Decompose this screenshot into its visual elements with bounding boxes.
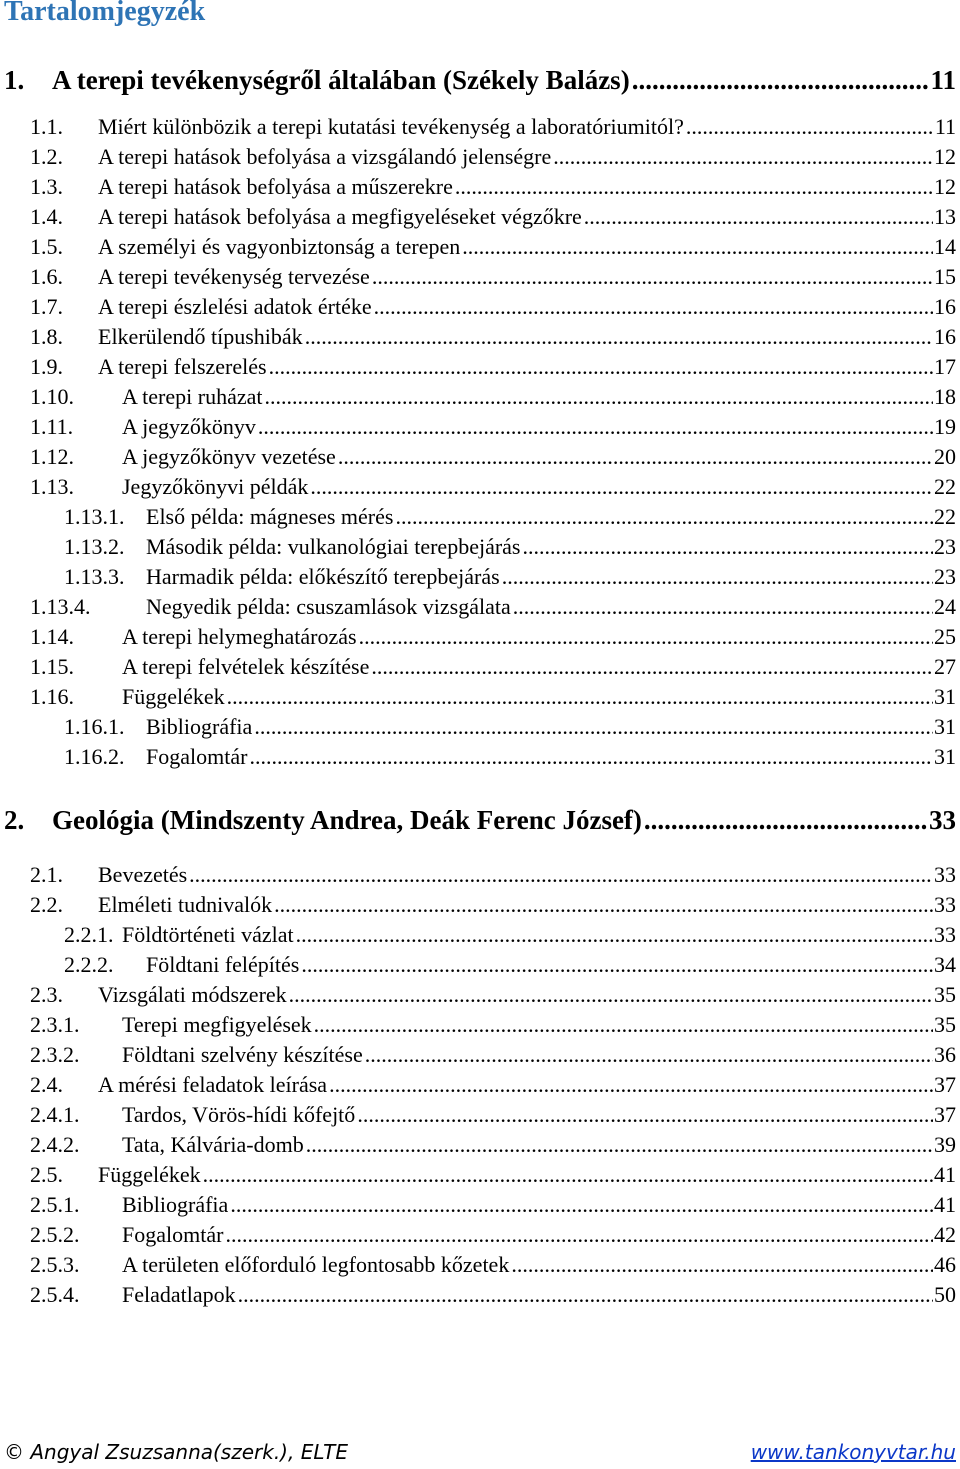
- toc-number: 1.1.: [30, 114, 63, 139]
- toc-entry[interactable]: [0, 740, 956, 770]
- toc-title: A jegyzőkönyv: [122, 414, 256, 439]
- toc-entry[interactable]: [0, 948, 956, 978]
- toc-title: A terepi ruházat: [122, 384, 263, 409]
- toc-number: 2.: [4, 805, 25, 835]
- toc-page-number: 27: [934, 654, 956, 679]
- toc-dot-leader: [301, 952, 933, 978]
- toc-entry[interactable]: [0, 1008, 956, 1038]
- toc-title: Függelékek: [122, 684, 225, 709]
- toc-chapter[interactable]: [0, 800, 956, 836]
- toc-dot-leader: [632, 64, 930, 96]
- toc-entry[interactable]: [0, 978, 956, 1008]
- toc-number: 2.5.2.: [30, 1222, 80, 1247]
- toc-number: 1.15.: [30, 654, 74, 679]
- toc-number: 2.2.: [30, 892, 63, 917]
- toc-entry[interactable]: [0, 1158, 956, 1188]
- toc-number: 1.3.: [30, 174, 63, 199]
- toc-title: Terepi megfigyelések: [122, 1012, 312, 1037]
- toc-entry[interactable]: [0, 888, 956, 918]
- toc-number: 1.13.: [30, 474, 74, 499]
- toc-dot-leader: [305, 324, 933, 350]
- toc-dot-leader: [338, 444, 933, 470]
- toc-number: 1.13.1.: [64, 504, 125, 529]
- toc-dot-leader: [686, 114, 934, 140]
- toc-number: 1.6.: [30, 264, 63, 289]
- toc-number: 2.3.2.: [30, 1042, 80, 1067]
- toc-dot-leader: [329, 1072, 933, 1098]
- toc-page-number: 12: [934, 144, 956, 169]
- toc-title: Fogalomtár: [146, 744, 248, 769]
- toc-title: A terepi helymeghatározás: [122, 624, 357, 649]
- toc-dot-leader: [502, 564, 933, 590]
- toc-page-number: 22: [934, 504, 956, 529]
- toc-page-number: 25: [934, 624, 956, 649]
- toc-page-number: 13: [934, 204, 956, 229]
- toc-number: 2.3.: [30, 982, 63, 1007]
- toc-title: A terepi hatások befolyása a megfigyeléseket végzőkre: [98, 204, 582, 229]
- toc-number: 2.2.2.: [64, 952, 114, 977]
- toc-dot-leader: [274, 892, 933, 918]
- toc-number: 1.4.: [30, 204, 63, 229]
- toc-number: 1.7.: [30, 294, 63, 319]
- toc-number: 1.16.1.: [64, 714, 125, 739]
- toc-page-number: 34: [934, 952, 956, 977]
- toc-number: 1.13.4.: [30, 594, 91, 619]
- toc-number: 2.4.: [30, 1072, 63, 1097]
- toc-title: Geológia (Mindszenty Andrea, Deák Ferenc József): [52, 805, 642, 835]
- toc-entry[interactable]: [0, 260, 956, 290]
- toc-entry[interactable]: [0, 680, 956, 710]
- toc-dot-leader: [314, 1012, 933, 1038]
- toc-dot-leader: [357, 1102, 933, 1128]
- toc-entry[interactable]: [0, 200, 956, 230]
- toc-dot-leader: [289, 982, 933, 1008]
- toc-dot-leader: [238, 1282, 933, 1308]
- toc-title: Miért különbözik a terepi kutatási tevékenység a laboratóriumitól?: [98, 114, 684, 139]
- toc-title: Bibliográfia: [146, 714, 253, 739]
- toc-page-number: 11: [930, 65, 956, 95]
- toc-entry[interactable]: [0, 650, 956, 680]
- toc-title: A terepi felvételek készítése: [122, 654, 370, 679]
- toc-page-number: 46: [934, 1252, 956, 1277]
- toc-page-number: 31: [934, 714, 956, 739]
- toc-entry[interactable]: [0, 1188, 956, 1218]
- toc-entry[interactable]: [0, 110, 956, 140]
- toc-dot-leader: [265, 384, 934, 410]
- toc-dot-leader: [365, 1042, 933, 1068]
- toc-entry[interactable]: [0, 350, 956, 380]
- toc-title: Negyedik példa: csuszamlások vizsgálata: [146, 594, 511, 619]
- toc-number: 2.5.4.: [30, 1282, 80, 1307]
- toc-page-number: 31: [934, 744, 956, 769]
- toc-title: Feladatlapok: [122, 1282, 236, 1307]
- toc-title: Bibliográfia: [122, 1192, 229, 1217]
- toc-number: 1.13.3.: [64, 564, 125, 589]
- toc-page-number: 16: [934, 324, 956, 349]
- toc-number: 1.8.: [30, 324, 63, 349]
- toc-title: A terepi tevékenységről általában (Székely Balázs): [52, 65, 630, 95]
- toc-dot-leader: [374, 294, 933, 320]
- toc-page-number: 35: [934, 1012, 956, 1037]
- toc-number: 2.4.2.: [30, 1132, 80, 1157]
- toc-page-number: 31: [934, 684, 956, 709]
- footer-copyright: © Angyal Zsuzsanna(szerk.), ELTE: [4, 1440, 348, 1464]
- toc-dot-leader: [296, 922, 933, 948]
- toc-entry[interactable]: [0, 590, 956, 620]
- toc-title: Földtani felépítés: [146, 952, 300, 977]
- toc-title: Bevezetés: [98, 862, 188, 887]
- toc-page-number: 41: [934, 1162, 956, 1187]
- toc-page-number: 23: [934, 564, 956, 589]
- toc-page-number: 35: [934, 982, 956, 1007]
- toc-title: A mérési feladatok leírása: [98, 1072, 328, 1097]
- toc-page-number: 14: [934, 234, 956, 259]
- toc-title: Elméleti tudnivalók: [98, 892, 273, 917]
- toc-number: 1.: [4, 65, 25, 95]
- toc-dot-leader: [371, 654, 933, 680]
- toc-dot-leader: [254, 714, 933, 740]
- toc-page-number: 15: [934, 264, 956, 289]
- toc-entry[interactable]: [0, 918, 956, 948]
- toc-entry[interactable]: [0, 440, 956, 470]
- toc-entry[interactable]: [0, 530, 956, 560]
- toc-entry[interactable]: [0, 1248, 956, 1278]
- toc-number: 2.3.1.: [30, 1012, 80, 1037]
- toc-entry[interactable]: [0, 290, 956, 320]
- toc-dot-leader: [455, 174, 933, 200]
- toc-dot-leader: [584, 204, 933, 230]
- toc-dot-leader: [230, 1192, 933, 1218]
- toc-number: 2.2.1.: [64, 922, 114, 947]
- toc-title: A jegyzőkönyv vezetése: [122, 444, 336, 469]
- toc-number: 1.2.: [30, 144, 63, 169]
- toc-number: 1.13.2.: [64, 534, 125, 559]
- toc-page-number: 12: [934, 174, 956, 199]
- toc-number: 1.14.: [30, 624, 74, 649]
- toc-entry[interactable]: [0, 1098, 956, 1128]
- toc-page-number: 19: [934, 414, 956, 439]
- toc-dot-leader: [306, 1132, 933, 1158]
- toc-dot-leader: [513, 594, 933, 620]
- toc-dot-leader: [310, 474, 933, 500]
- toc-entry[interactable]: [0, 470, 956, 500]
- toc-title: Harmadik példa: előkészítő terepbejárás: [146, 564, 500, 589]
- toc-title: Földtani szelvény készítése: [122, 1042, 363, 1067]
- toc-dot-leader: [189, 862, 933, 888]
- toc-entry[interactable]: [0, 1038, 956, 1068]
- toc-page-number: 33: [934, 922, 956, 947]
- toc-title: Vizsgálati módszerek: [98, 982, 287, 1007]
- toc-entry[interactable]: [0, 1128, 956, 1158]
- toc-page-number: 36: [934, 1042, 956, 1067]
- toc-title: A terepi tevékenység tervezése: [98, 264, 370, 289]
- toc-page-number: 24: [934, 594, 956, 619]
- toc-entry[interactable]: [0, 320, 956, 350]
- toc-entry[interactable]: [0, 380, 956, 410]
- toc-title: Tardos, Vörös-hídi kőfejtő: [122, 1102, 356, 1127]
- toc-number: 2.4.1.: [30, 1102, 80, 1127]
- toc-title: A terepi hatások befolyása a vizsgálandó jelenségre: [98, 144, 552, 169]
- toc-dot-leader: [227, 684, 933, 710]
- toc-dot-leader: [225, 1222, 933, 1248]
- toc-page-number: 33: [934, 892, 956, 917]
- toc-entry[interactable]: [0, 858, 956, 888]
- toc-chapter[interactable]: [0, 60, 956, 96]
- toc-title: A személyi és vagyonbiztonság a terepen: [98, 234, 461, 259]
- toc-number: 2.5.1.: [30, 1192, 80, 1217]
- toc-entry[interactable]: [0, 620, 956, 650]
- toc-dot-leader: [249, 744, 933, 770]
- toc-title: Tata, Kálvária-domb: [122, 1132, 304, 1157]
- toc-entry[interactable]: [0, 1068, 956, 1098]
- toc-dot-leader: [372, 264, 933, 290]
- toc-title: A terepi felszerelés: [98, 354, 267, 379]
- toc-number: 1.9.: [30, 354, 63, 379]
- toc-dot-leader: [644, 804, 928, 836]
- toc-dot-leader: [269, 354, 933, 380]
- page-title: Tartalomjegyzék: [4, 0, 206, 27]
- toc-entry[interactable]: [0, 230, 956, 260]
- toc-number: 2.5.: [30, 1162, 63, 1187]
- toc-page-number: 33: [934, 862, 956, 887]
- toc-number: 1.10.: [30, 384, 74, 409]
- toc-title: Második példa: vulkanológiai terepbejárás: [146, 534, 521, 559]
- toc-page-number: 18: [934, 384, 956, 409]
- toc-number: 2.1.: [30, 862, 63, 887]
- toc-page-number: 39: [934, 1132, 956, 1157]
- toc-page-number: 16: [934, 294, 956, 319]
- toc-page-number: 33: [929, 805, 956, 835]
- toc-title: Első példa: mágneses mérés: [146, 504, 394, 529]
- toc-dot-leader: [523, 534, 934, 560]
- toc-page-number: 37: [934, 1072, 956, 1097]
- toc-page-number: 22: [934, 474, 956, 499]
- toc-number: 2.5.3.: [30, 1252, 80, 1277]
- toc-entry[interactable]: [0, 410, 956, 440]
- toc-dot-leader: [395, 504, 933, 530]
- footer-link[interactable]: www.tankonyvtar.hu: [750, 1440, 956, 1464]
- toc-title: Függelékek: [98, 1162, 201, 1187]
- toc-title: Földtörténeti vázlat: [122, 922, 294, 947]
- toc-dot-leader: [359, 624, 933, 650]
- toc-entry[interactable]: [0, 1278, 956, 1308]
- toc-entry[interactable]: [0, 560, 956, 590]
- toc-page-number: 37: [934, 1102, 956, 1127]
- toc-number: 1.16.: [30, 684, 74, 709]
- toc-number: 1.11.: [30, 414, 74, 439]
- toc-dot-leader: [553, 144, 933, 170]
- toc-entry[interactable]: [0, 170, 956, 200]
- toc-dot-leader: [203, 1162, 933, 1188]
- toc-title: A területen előforduló legfontosabb kőzetek: [122, 1252, 510, 1277]
- toc-title: A terepi észlelési adatok értéke: [98, 294, 372, 319]
- toc-entry[interactable]: [0, 710, 956, 740]
- toc-entry[interactable]: [0, 500, 956, 530]
- toc-dot-leader: [511, 1252, 933, 1278]
- toc-dot-leader: [258, 414, 933, 440]
- toc-entry[interactable]: [0, 140, 956, 170]
- toc-title: Fogalomtár: [122, 1222, 224, 1247]
- toc-dot-leader: [462, 234, 933, 260]
- toc-title: Elkerülendő típushibák: [98, 324, 303, 349]
- toc-entry[interactable]: [0, 1218, 956, 1248]
- toc-page-number: 17: [934, 354, 956, 379]
- toc-page-number: 23: [934, 534, 956, 559]
- toc-number: 1.16.2.: [64, 744, 125, 769]
- toc-page-number: 42: [934, 1222, 956, 1247]
- toc-number: 1.5.: [30, 234, 63, 259]
- toc-page-number: 41: [934, 1192, 956, 1217]
- toc-title: Jegyzőkönyvi példák: [122, 474, 309, 499]
- toc-page-number: 20: [934, 444, 956, 469]
- toc-number: 1.12.: [30, 444, 74, 469]
- toc-page-number: 11: [934, 114, 956, 139]
- toc-page-number: 50: [934, 1282, 956, 1307]
- toc-title: A terepi hatások befolyása a műszerekre: [98, 174, 453, 199]
- page-footer: [4, 1438, 956, 1466]
